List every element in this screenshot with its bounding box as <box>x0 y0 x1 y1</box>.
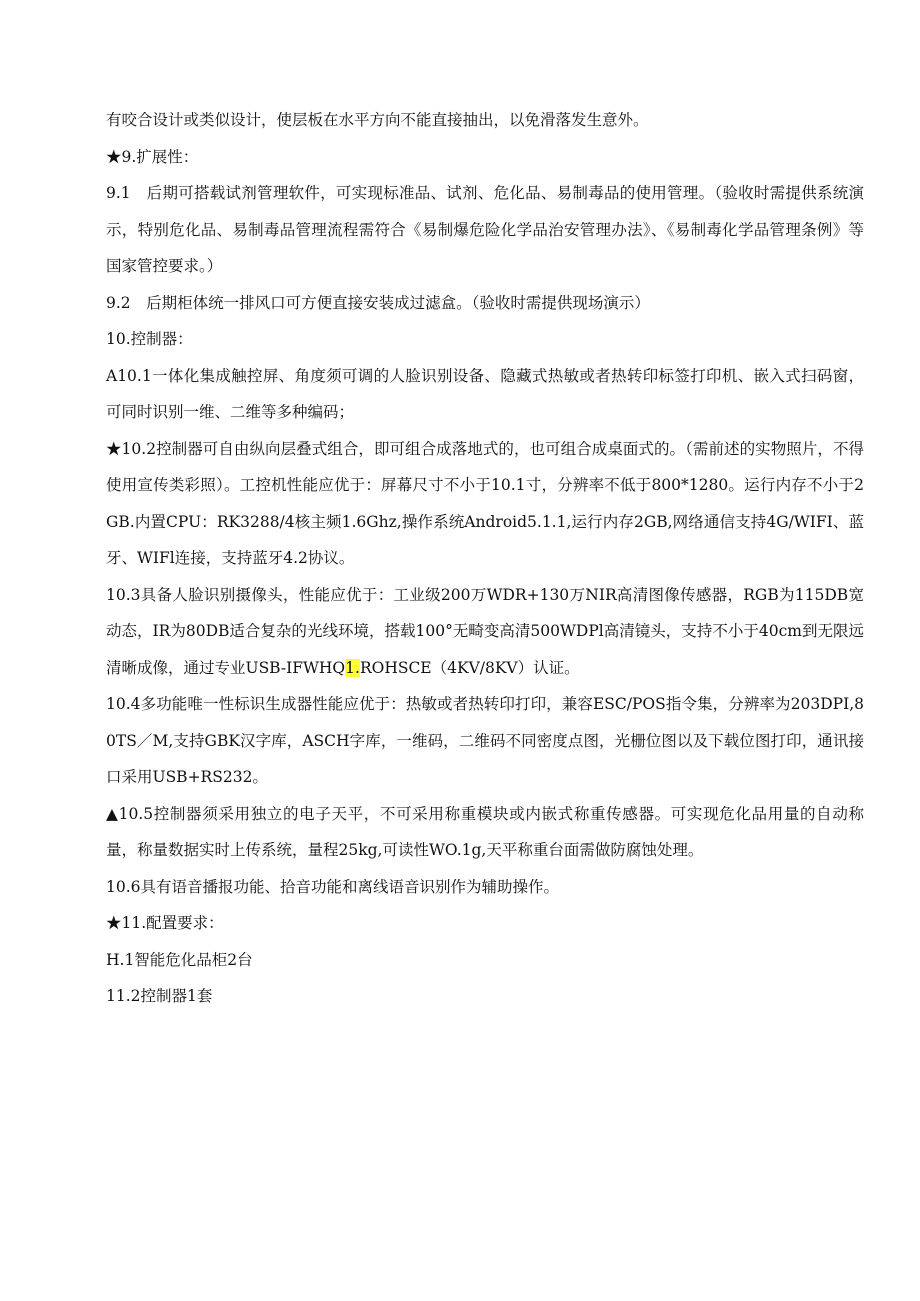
highlighted-text: 1. <box>345 658 360 677</box>
paragraph-drawer-design: 有咬合设计或类似设计，使层板在水平方向不能直接抽出，以免滑落发生意外。 <box>106 111 649 129</box>
paragraph-10-3-text: 10.3具备人脸识别摄像头，性能应优于：工业级200万WDR+130万NIR高清图像传感器，RGB为115DB宽动态，IR为80DB适合复杂的光线环境，搭载100°无畸变高清500WDPl高清镜头，支持不小于40cm到无限远清晰成像，通过专业USB-IFWHQ <box>106 585 864 677</box>
list-item-controller: 11.2控制器1套 <box>106 987 213 1005</box>
heading-11-configuration: ★11.配置要求： <box>106 914 224 932</box>
paragraph-10-3 <box>106 577 864 687</box>
paragraph-9-1: 9.1 后期可搭载试剂管理软件，可实现标准品、试剂、危化品、易制毒品的使用管理。（验收时需提供系统演示，特别危化品、易制毒品管理流程需符合《易制爆危险化学品治安管理办法》、《易制毒化学品管理条例》等国家管控要求。） <box>106 184 864 275</box>
paragraph-10-6: 10.6具有语音播报功能、拾音功能和离线语音识别作为辅助操作。 <box>106 877 560 896</box>
heading-10-controller: 10.控制器： <box>106 330 193 348</box>
paragraph-10-2: ★10.2控制器可自由纵向层叠式组合，即可组合成落地式的，也可组合成桌面式的。（需前述的实物照片，不得使用宣传类彩照）。工控机性能应优于：屏幕尺寸不小于10.1寸，分辨率不低于800*1280。运行内存不小于2GB.内置CPU：RK3288/4核主频1.6Ghz,操作系统Android5.1.1,运行内存2GB,网络通信支持4G/WIFI、蓝牙、WIFl连接，支持蓝牙4.2协议。 <box>106 439 864 567</box>
paragraph-10-4: 10.4多功能唯一性标识生成器性能应优于：热敏或者热转印打印，兼容ESC/POS指令集，分辨率为203DPI,80TS／M,支持GBK汉字库，ASCH字库，一维码，二维码不同密度点图，光栅位图以及下载位图打印，通讯接口采用USB+RS232。 <box>106 695 864 786</box>
paragraph-10-3-text-end: ROHSCE（4KV/8KV）认证。 <box>359 658 580 677</box>
list-item-cabinets: H.1智能危化品柜2台 <box>106 950 253 969</box>
paragraph-9-2: 9.2 后期柜体统一排风口可方便直接安装成过滤盒。（验收时需提供现场演示） <box>106 293 650 312</box>
paragraph-10-1: A10.1一体化集成触控屏、角度须可调的人脸识别设备、隐藏式热敏或者热转印标签打印机、嵌入式扫码窗，可同时识别一维、二维等多种编码； <box>106 366 864 421</box>
paragraph-10-5: ▲10.5控制器须采用独立的电子天平，不可采用称重模块或内嵌式称重传感器。可实现危化品用量的自动称量，称量数据实时上传系统，量程25kg,可读性WO.1g,天平称重台面需做防腐蚀处理。 <box>106 804 864 859</box>
document-page <box>106 102 864 1015</box>
heading-9-expandability: ★9.扩展性： <box>106 147 199 166</box>
